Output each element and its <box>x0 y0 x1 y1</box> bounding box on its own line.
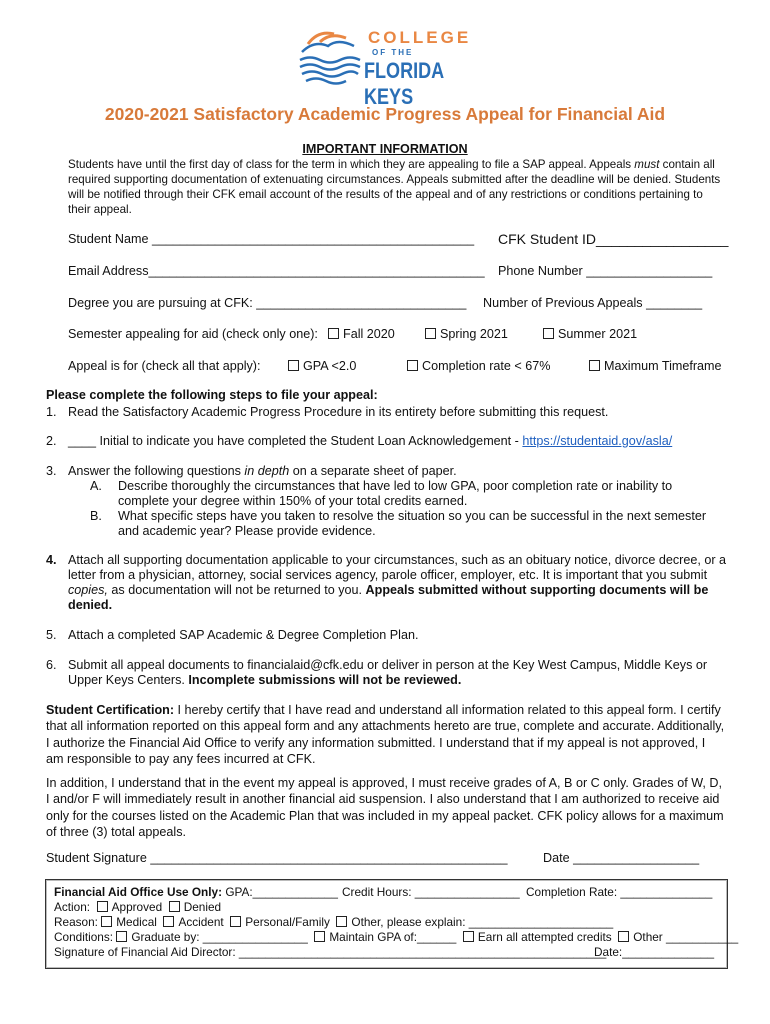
medical-checkbox[interactable]: Medical <box>101 915 157 929</box>
checkbox-icon <box>425 328 436 339</box>
checkbox-icon <box>618 931 629 942</box>
step-4-number: 4. <box>46 553 57 567</box>
step-3-text: Answer the following questions in depth on a separate sheet of paper. <box>68 464 457 478</box>
office-row-reason: Reason: Medical Accident Personal/Family Other, please explain: ______________________ <box>54 915 614 929</box>
denied-checkbox[interactable]: Denied <box>169 900 221 914</box>
graduate-by-checkbox[interactable]: Graduate by: ________________ <box>116 930 307 944</box>
college-logo <box>294 26 484 109</box>
checkbox-icon <box>288 360 299 371</box>
director-signature-field[interactable]: Signature of Financial Aid Director: ________________________________________________________ <box>54 945 607 959</box>
maintain-gpa-checkbox[interactable]: Maintain GPA of:______ <box>314 930 456 944</box>
checkbox-icon <box>314 931 325 942</box>
office-row-director <box>54 945 715 959</box>
step-5-number: 5. <box>46 628 57 642</box>
semester-label: Semester appealing for aid (check only one): <box>68 327 318 341</box>
steps-heading: Please complete the following steps to file your appeal: <box>46 388 378 402</box>
student-id-field[interactable]: CFK Student ID_________________ <box>498 231 729 247</box>
important-text: Students have until the first day of class for the term in which they are appealing to file a SAP appeal. Appeals must contain all required supporting documentation of extenuating circumstances. Appeals submitted after the deadline will be denied. Students will be notified through their CFK email account of the results of the appeal and of any restrictions or conditions pertaining to their appeal. <box>68 158 721 216</box>
approved-checkbox[interactable]: Approved <box>97 900 163 914</box>
question-a-label: A. <box>90 479 102 493</box>
step-2-number: 2. <box>46 434 57 448</box>
date-field[interactable]: Date __________________ <box>543 851 700 865</box>
checkbox-icon <box>163 916 174 927</box>
office-credit-hours[interactable]: Credit Hours: ________________ <box>342 885 520 899</box>
question-b-label: B. <box>90 509 102 523</box>
page-title: 2020-2021 Satisfactory Academic Progress Appeal for Financial Aid <box>104 104 666 124</box>
step-6-number: 6. <box>46 658 57 672</box>
logo-of-the: OF THE <box>372 48 414 57</box>
earn-credits-checkbox[interactable]: Earn all attempted credits <box>463 930 612 944</box>
spring-2021-checkbox[interactable]: Spring 2021 <box>425 327 508 341</box>
step-5-text: Attach a completed SAP Academic & Degree Completion Plan. <box>68 628 419 642</box>
completion-rate-checkbox[interactable]: Completion rate < 67% <box>407 359 550 373</box>
checkbox-icon <box>101 916 112 927</box>
other-explain-checkbox[interactable]: Other, please explain: ______________________ <box>336 915 613 929</box>
fall-2020-checkbox[interactable]: Fall 2020 <box>328 327 395 341</box>
checkbox-icon <box>230 916 241 927</box>
additional-terms: In addition, I understand that in the event my appeal is approved, I must receive grades of A, B or C only. Grades of W, D, I and/or F will immediately result in another financial aid suspension. I also understand that I am authorized to receive aid only for the courses listed on the Academic Plan that was included in my appeal packet. CFK policy allows for a maximum of three (3) total appeals. <box>46 776 724 840</box>
student-loan-link[interactable]: https://studentaid.gov/asla/ <box>522 434 673 448</box>
checkbox-icon <box>328 328 339 339</box>
step-1-number: 1. <box>46 405 57 419</box>
checkbox-icon <box>116 931 127 942</box>
maximum-timeframe-checkbox[interactable]: Maximum Timeframe <box>589 359 722 373</box>
appeal-for-label: Appeal is for (check all that apply): <box>68 359 261 373</box>
previous-appeals-field[interactable]: Number of Previous Appeals ________ <box>483 296 703 310</box>
office-label: Financial Aid Office Use Only: <box>54 885 223 899</box>
office-use-box <box>45 879 739 969</box>
student-name-field[interactable]: Student Name ______________________________________________ <box>68 232 475 246</box>
director-date-field[interactable]: Date:______________ <box>594 945 715 959</box>
checkbox-icon <box>463 931 474 942</box>
summer-2021-checkbox[interactable]: Summer 2021 <box>543 327 637 341</box>
personal-family-checkbox[interactable]: Personal/Family <box>230 915 330 929</box>
gpa-checkbox[interactable]: GPA <2.0 <box>288 359 356 373</box>
checkbox-icon <box>407 360 418 371</box>
email-field[interactable]: Email Address________________________________________________ <box>68 264 485 278</box>
step-6-text: Submit all appeal documents to financialaid@cfk.edu or deliver in person at the Key West Campus, Middle Keys or Upper Keys Centers. Incomplete submissions will not be reviewed. <box>68 658 708 687</box>
checkbox-icon <box>169 901 180 912</box>
student-signature-field[interactable]: Student Signature ___________________________________________________ <box>46 851 508 865</box>
step-3-number: 3. <box>46 464 57 478</box>
phone-field[interactable]: Phone Number __________________ <box>498 264 713 278</box>
step-2-text: ____ Initial to indicate you have completed the Student Loan Acknowledgement - https://studentaid.gov/asla/ <box>68 434 673 448</box>
checkbox-icon <box>97 901 108 912</box>
student-certification: Student Certification: I hereby certify that I have read and understand all information related to this appeal form. I certify that all information reported on this appeal form and any attachments hereto are true, complete and accurate. Additionally, I authorize the Financial Aid Office to verify any information submitted. I understand that if my appeal is not approved, I am responsible to pay any fees incurred at CFK. <box>46 703 725 767</box>
checkbox-icon <box>589 360 600 371</box>
other-checkbox[interactable]: Other ___________ <box>618 930 738 944</box>
question-a-text: Describe thoroughly the circumstances that have led to low GPA, poor completion rate or inability to complete your degree within 150% of your total credits earned. <box>118 479 673 508</box>
waves-icon <box>294 26 364 90</box>
office-row-conditions: Conditions: Graduate by: ________________ Maintain GPA of:______ Earn all attempted credits Other ___________ <box>54 930 739 944</box>
office-row-action: Action: Approved Denied <box>54 900 222 914</box>
office-row-1 <box>54 885 713 899</box>
checkbox-icon <box>543 328 554 339</box>
step-4-text: Attach all supporting documentation applicable to your circumstances, such as an obituary notice, divorce decree, or a letter from a physician, attorney, social services agency, parole officer, employer, etc. It is important that you submit copies, as documentation will not be returned to you. Appeals submitted without supporting documents will be denied. <box>68 553 727 612</box>
accident-checkbox[interactable]: Accident <box>163 915 223 929</box>
office-gpa[interactable]: GPA:_____________ <box>225 885 338 899</box>
step-1-text: Read the Satisfactory Academic Progress Procedure in its entirety before submitting this request. <box>68 405 609 419</box>
degree-field[interactable]: Degree you are pursuing at CFK: ______________________________ <box>68 296 467 310</box>
office-completion-rate[interactable]: Completion Rate: ______________ <box>526 885 713 899</box>
logo-college: COLLEGE <box>368 28 472 47</box>
question-b-text: What specific steps have you taken to resolve the situation so you can be successful in the next semester and academic year? Please provide evidence. <box>118 509 707 538</box>
checkbox-icon <box>336 916 347 927</box>
logo-florida-keys: FLORIDA KEYS <box>364 58 444 109</box>
important-heading: IMPORTANT INFORMATION <box>302 142 468 156</box>
